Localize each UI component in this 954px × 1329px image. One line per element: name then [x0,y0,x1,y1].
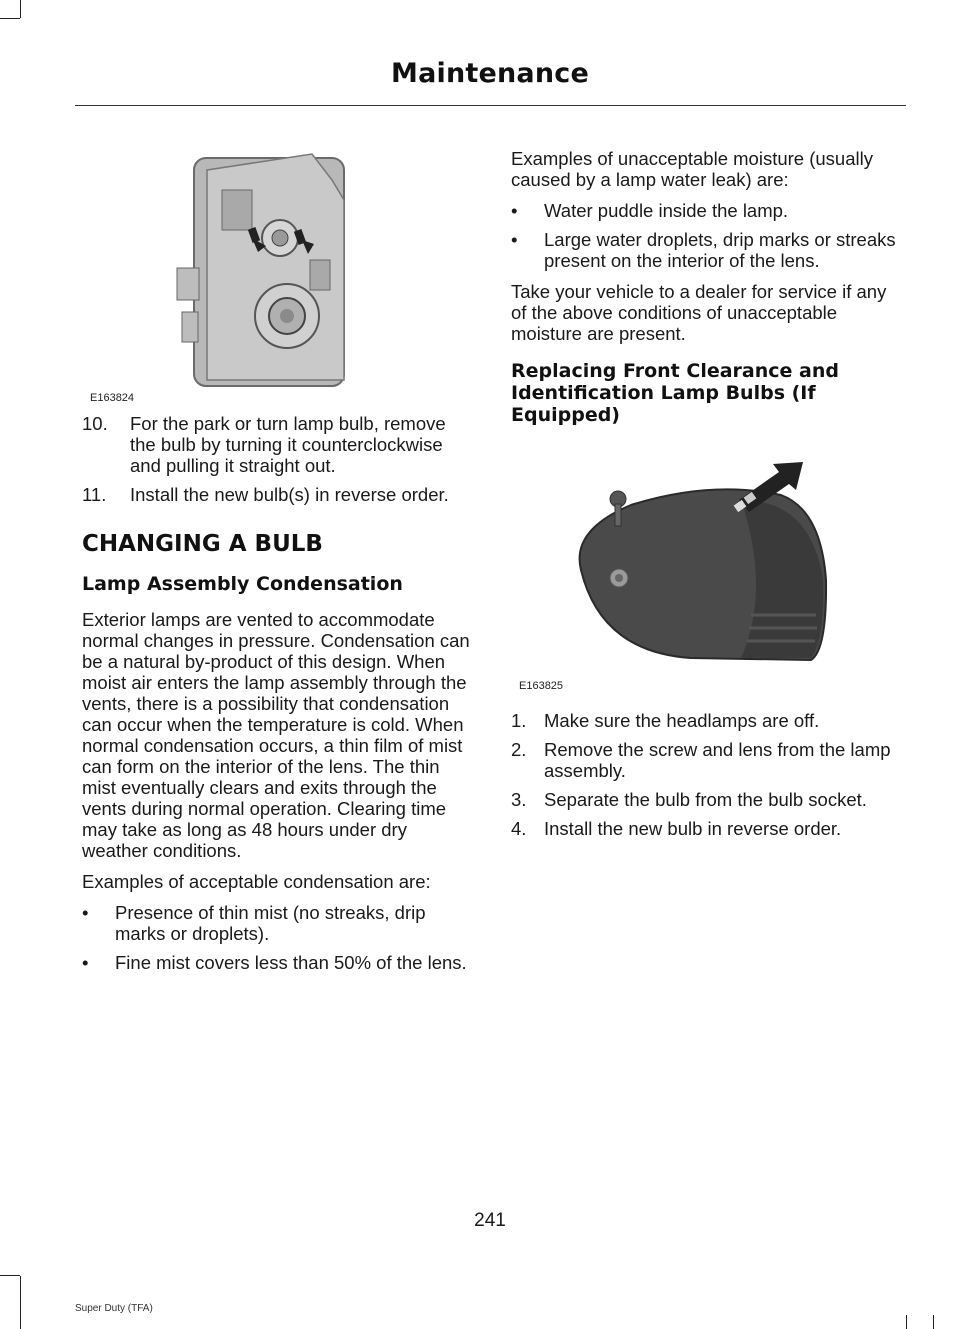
figure-clearance-lamp [511,440,903,698]
step-number: 1. [511,710,527,731]
list-item [511,739,903,781]
bullet-text: Large water droplets, drip marks or streaks present on the interior of the lens. [544,229,896,271]
step-number: 3. [511,789,527,810]
crop-mark-bottom-left-h [0,1275,20,1276]
figure-code: E163825 [519,680,564,692]
heading-replacing-clearance-lamp: Replacing Front Clearance and Identification Lamp Bulbs (If Equipped) [511,360,839,426]
clearance-lamp-illustration-icon [511,440,903,698]
step-number: 10. [82,413,108,434]
list-item [511,818,903,839]
bullets-acceptable [82,902,474,973]
step-number: 4. [511,818,527,839]
bullets-unacceptable [511,200,903,271]
bullet-text: Fine mist covers less than 50% of the lens. [115,952,467,973]
heading-lamp-assembly-condensation: Lamp Assembly Condensation [82,573,403,595]
step-text: For the park or turn lamp bulb, remove the bulb by turning it counterclockwise and pulling it straight out. [130,413,446,476]
crop-mark-top-left-v [20,0,21,18]
rear-lamp-assembly-illustration-icon [82,140,474,403]
step-text: Make sure the headlamps are off. [544,710,820,731]
crop-mark-bottom-left-tick [20,1315,21,1329]
figure-rear-lamp [82,140,474,403]
bullet-icon: • [511,200,518,221]
step-text: Remove the screw and lens from the lamp assembly. [544,739,891,781]
steps-list-left [82,413,474,505]
bullet-icon: • [82,952,89,973]
bullet-icon: • [511,229,518,250]
crop-mark-bottom-right-a [906,1315,907,1329]
paragraph-acceptable-intro: Examples of acceptable condensation are: [82,871,431,892]
header-rule [75,105,906,106]
list-item [511,229,903,271]
paragraph-unacceptable-intro: Examples of unacceptable moisture (usually caused by a lamp water leak) are: [511,148,873,190]
step-number: 2. [511,739,527,760]
step-text: Install the new bulb in reverse order. [544,818,842,839]
paragraph-condensation: Exterior lamps are vented to accommodate normal changes in pressure. Condensation can be a natural by-product of this design. When moist air enters the lamp assembly through the vents, there is a possibility that condensation can occur when the temperature is cold. When normal condensation occurs, a thin film of mist can form on the interior of the lens. The thin mist eventually clears and exits through the vents during normal operation. Clearing time may take as long as 48 hours under dry weather conditions. [82,609,470,861]
figure-code: E163824 [90,392,135,404]
bullet-icon: • [82,902,89,923]
list-item [511,789,903,810]
page-number: 241 [474,1210,506,1231]
bullet-text: Water puddle inside the lamp. [544,200,789,221]
crop-mark-top-left-h [0,18,20,19]
heading-changing-a-bulb: CHANGING A BULB [82,531,323,557]
list-item [82,484,474,505]
list-item [82,902,474,944]
section-title: Maintenance [391,58,589,89]
step-number: 11. [82,484,107,505]
steps-list-right [511,710,903,839]
bullet-text: Presence of thin mist (no streaks, drip marks or droplets). [115,902,426,944]
footer-model: Super Duty (TFA) [75,1303,153,1314]
right-column [511,148,903,849]
list-item [511,710,903,731]
paragraph-dealer: Take your vehicle to a dealer for service if any of the above conditions of unacceptable moisture are present. [511,281,887,344]
step-text: Separate the bulb from the bulb socket. [544,789,867,810]
list-item [82,952,474,973]
left-column [82,140,474,983]
list-item [511,200,903,221]
crop-mark-bottom-right-b [933,1315,934,1329]
step-text: Install the new bulb(s) in reverse order. [130,484,449,505]
list-item [82,413,474,476]
